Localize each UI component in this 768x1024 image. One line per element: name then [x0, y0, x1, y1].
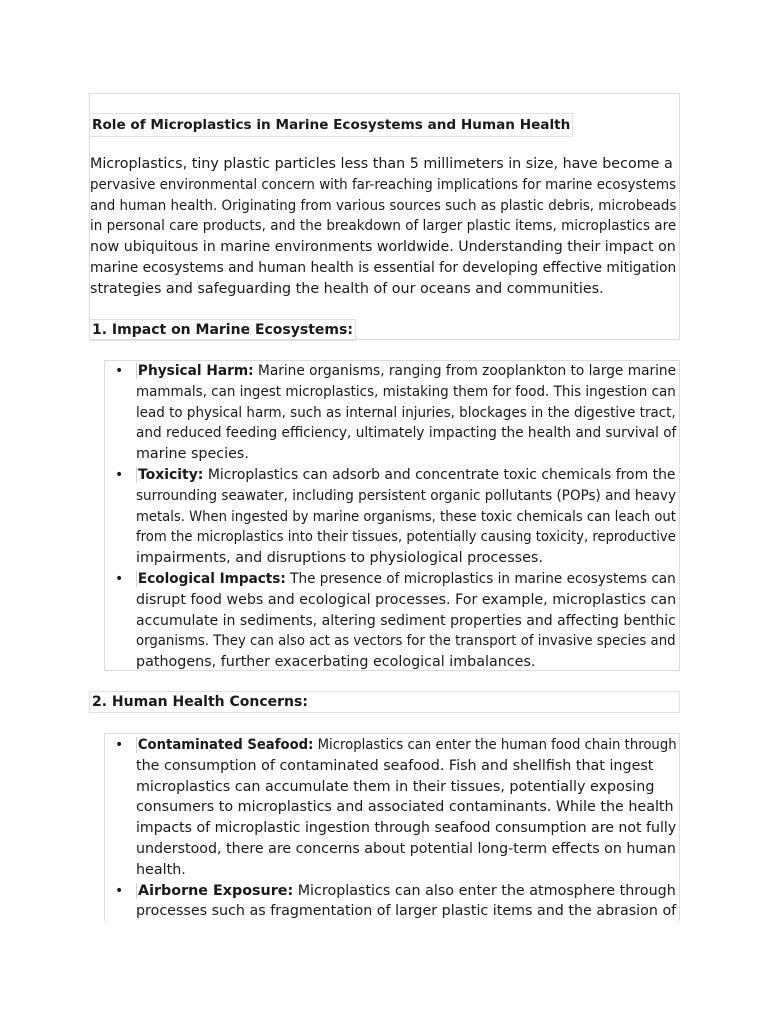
item-text: processes such as fragmentation of larger plastic items and the abrasion of [136, 903, 677, 920]
section-heading-human-health: 2. Human Health Concerns: [89, 691, 680, 713]
intro-line: marine ecosystems and human health is essential for developing effective mitigation [90, 259, 677, 276]
item-text: Microplastics can also enter the atmosphere through [293, 882, 676, 899]
item-label: Airborne Exposure: [138, 882, 294, 899]
item-label: Physical Harm: [137, 363, 254, 379]
bullet-list-marine-ecosystems [104, 360, 680, 671]
item-text: the consumption of contaminated seafood. Fish and shellfish that ingest [136, 757, 654, 774]
item-text: surrounding seawater, including persistent organic pollutants (POPs) and heavy [136, 487, 677, 504]
intro-line: and human health. Originating from various sources such as plastic debris, microbeads [90, 197, 677, 214]
item-label: Toxicity: [137, 466, 204, 483]
list-item [105, 361, 679, 465]
item-text: consumers to microplastics and associated contaminants. While the health [136, 799, 674, 816]
item-text: Marine organisms, ranging from zooplankton to large marine [253, 363, 677, 379]
item-text: organisms. They can also act as vectors for the transport of invasive species and [136, 633, 676, 650]
list-item [105, 735, 679, 881]
bullet-icon: • [115, 466, 124, 483]
list-item [105, 569, 679, 671]
intro-line: now ubiquitous in marine environments worldwide. Understanding their impact on [90, 239, 676, 256]
item-text: pathogens, further exacerbating ecological imbalances. [136, 654, 536, 671]
document-title: Role of Microplastics in Marine Ecosystems and Human Health [89, 113, 573, 137]
intro-paragraph [90, 154, 678, 300]
list-item [105, 881, 679, 921]
item-text: metals. When ingested by marine organisms, these toxic chemicals can leach out [136, 508, 676, 525]
item-text: impacts of microplastic ingestion through seafood consumption are not fully [136, 820, 677, 837]
bullet-list-human-health [104, 733, 680, 921]
intro-line: Microplastics, tiny plastic particles less than 5 millimeters in size, have become a [90, 156, 673, 172]
item-text: Microplastics can enter the human food chain through [313, 737, 677, 753]
section-heading-marine-ecosystems: 1. Impact on Marine Ecosystems: [89, 319, 356, 341]
bullet-icon: • [115, 882, 124, 899]
bullet-icon: • [115, 737, 124, 753]
item-text: accumulate in sediments, altering sediment properties and affecting benthic [136, 612, 676, 629]
item-text: health. [136, 861, 186, 878]
item-text: understood, there are concerns about potential long-term effects on human [136, 840, 676, 857]
item-label: Contaminated Seafood: [137, 737, 314, 753]
list-item [105, 465, 679, 569]
intro-line: pervasive environmental concern with far-reaching implications for marine ecosystems [90, 176, 677, 193]
item-text: mammals, can ingest microplastics, mistaking them for food. This ingestion can [136, 383, 676, 400]
bullet-icon: • [115, 363, 124, 379]
intro-line: in personal care products, and the breakdown of larger plastic items, microplastics are [90, 218, 677, 235]
item-text: from the microplastics into their tissues, potentially causing toxicity, reproductive [136, 529, 676, 546]
item-text: impairments, and disruptions to physiological processes. [136, 550, 543, 567]
item-text: disrupt food webs and ecological processes. For example, microplastics can [136, 591, 677, 608]
item-label: Ecological Impacts: [137, 570, 286, 587]
intro-line: strategies and safeguarding the health of our oceans and communities. [90, 280, 604, 297]
bullet-icon: • [115, 570, 124, 587]
item-text: microplastics can accumulate them in their tissues, potentially exposing [136, 778, 655, 795]
item-text: Microplastics can adsorb and concentrate toxic chemicals from the [203, 466, 676, 483]
item-text: and reduced feeding efficiency, ultimately impacting the health and survival of [136, 425, 677, 442]
item-text: The presence of microplastics in marine ecosystems can [285, 570, 676, 587]
item-text: lead to physical harm, such as internal injuries, blockages in the digestive tract, [136, 404, 676, 421]
item-text: marine species. [136, 446, 249, 463]
